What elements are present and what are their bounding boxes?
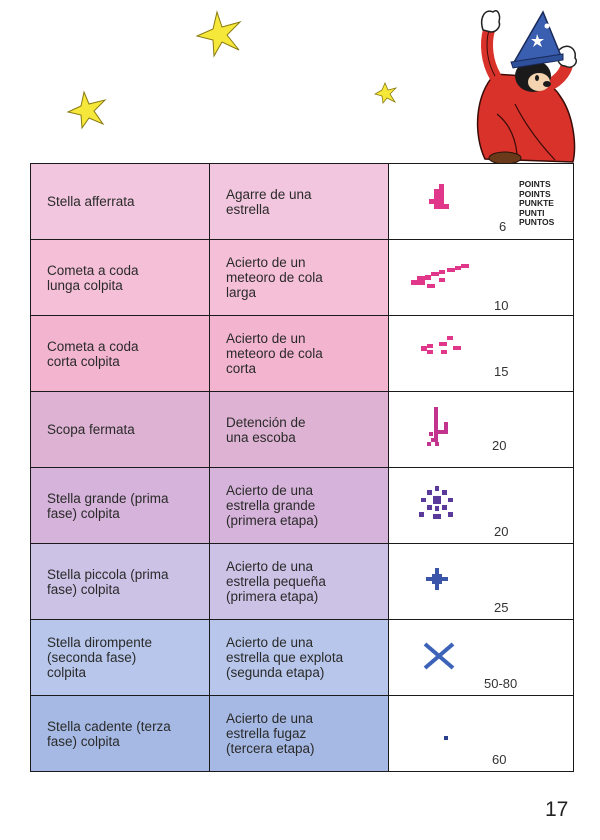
spanish-label: Agarre de una estrella xyxy=(226,186,312,217)
points-legend-word: PUNTOS xyxy=(519,217,555,227)
page-number: 17 xyxy=(545,798,569,821)
points-cell xyxy=(389,240,574,316)
italian-label: Cometa a coda lunga colpita xyxy=(47,262,139,293)
broom-icon xyxy=(389,392,489,467)
score-table xyxy=(30,163,574,772)
points-cell xyxy=(389,544,574,620)
points-value: 20 xyxy=(494,524,509,539)
spanish-label: Acierto de una estrella fugaz (tercera etapa) xyxy=(226,711,315,756)
points-legend xyxy=(519,180,554,228)
star-decoration-icon xyxy=(66,90,108,130)
spanish-label-cell xyxy=(210,316,389,392)
spanish-label: Acierto de una estrella que explota (segunda etapa) xyxy=(226,635,344,680)
italian-label: Stella afferrata xyxy=(47,194,135,209)
spanish-label: Acierto de un meteoro de cola larga xyxy=(226,255,323,300)
table-row xyxy=(31,620,574,696)
italian-label: Scopa fermata xyxy=(47,422,135,437)
grabbed-star-icon xyxy=(389,164,489,239)
table-row xyxy=(31,468,574,544)
spanish-label: Acierto de una estrella grande (primera etapa) xyxy=(226,483,319,528)
points-legend-word: POINTS xyxy=(519,179,551,189)
points-cell xyxy=(389,392,574,468)
long-tail-meteor-icon xyxy=(389,240,489,315)
points-value: 25 xyxy=(494,600,509,615)
italian-label-cell xyxy=(31,164,210,240)
italian-label: Stella grande (prima fase) colpita xyxy=(47,490,169,521)
points-cell xyxy=(389,696,574,772)
spanish-label: Acierto de una estrella pequeña (primera etapa) xyxy=(226,559,326,604)
points-cell xyxy=(389,164,574,240)
points-value: 6 xyxy=(499,219,507,234)
points-value: 60 xyxy=(492,752,507,767)
table-row xyxy=(31,240,574,316)
spanish-label-cell xyxy=(210,164,389,240)
short-tail-meteor-icon xyxy=(389,316,489,391)
italian-label: Stella dirompente (seconda fase) colpita xyxy=(47,635,153,680)
points-value: 50-80 xyxy=(484,676,518,691)
italian-label-cell xyxy=(31,316,210,392)
italian-label: Stella piccola (prima fase) colpita xyxy=(47,566,169,597)
spanish-label: Detención de una escoba xyxy=(226,414,306,445)
spanish-label: Acierto de un meteoro de cola corta xyxy=(226,331,323,376)
table-row xyxy=(31,696,574,772)
spanish-label-cell xyxy=(210,620,389,696)
spanish-label-cell xyxy=(210,392,389,468)
italian-label-cell xyxy=(31,696,210,772)
italian-label-cell xyxy=(31,240,210,316)
table-row xyxy=(31,164,574,240)
italian-label: Cometa a coda corta colpita xyxy=(47,338,139,369)
points-value: 20 xyxy=(492,438,507,453)
table-row xyxy=(31,392,574,468)
exploding-star-icon xyxy=(389,620,489,695)
points-legend-word: POINTS xyxy=(519,188,551,199)
falling-star-icon xyxy=(389,696,489,771)
spanish-label-cell xyxy=(210,468,389,544)
spanish-label-cell xyxy=(210,240,389,316)
table-row xyxy=(31,316,574,392)
star-decoration-icon xyxy=(195,10,245,58)
italian-label: Stella cadente (terza fase) colpita xyxy=(47,718,171,749)
small-star-icon xyxy=(389,544,489,619)
points-value: 10 xyxy=(494,298,509,313)
points-cell xyxy=(389,316,574,392)
points-legend-word: PUNKTE xyxy=(519,198,554,208)
points-legend-word: PUNTI xyxy=(519,207,545,218)
points-value: 15 xyxy=(494,364,509,379)
points-cell xyxy=(389,620,574,696)
italian-label-cell xyxy=(31,620,210,696)
sorcerer-mascot-illustration xyxy=(455,4,585,164)
italian-label-cell xyxy=(31,468,210,544)
star-decoration-icon xyxy=(374,82,398,104)
spanish-label-cell xyxy=(210,544,389,620)
points-cell xyxy=(389,468,574,544)
big-star-icon xyxy=(389,468,489,543)
italian-label-cell xyxy=(31,392,210,468)
table-row xyxy=(31,544,574,620)
italian-label-cell xyxy=(31,544,210,620)
spanish-label-cell xyxy=(210,696,389,772)
